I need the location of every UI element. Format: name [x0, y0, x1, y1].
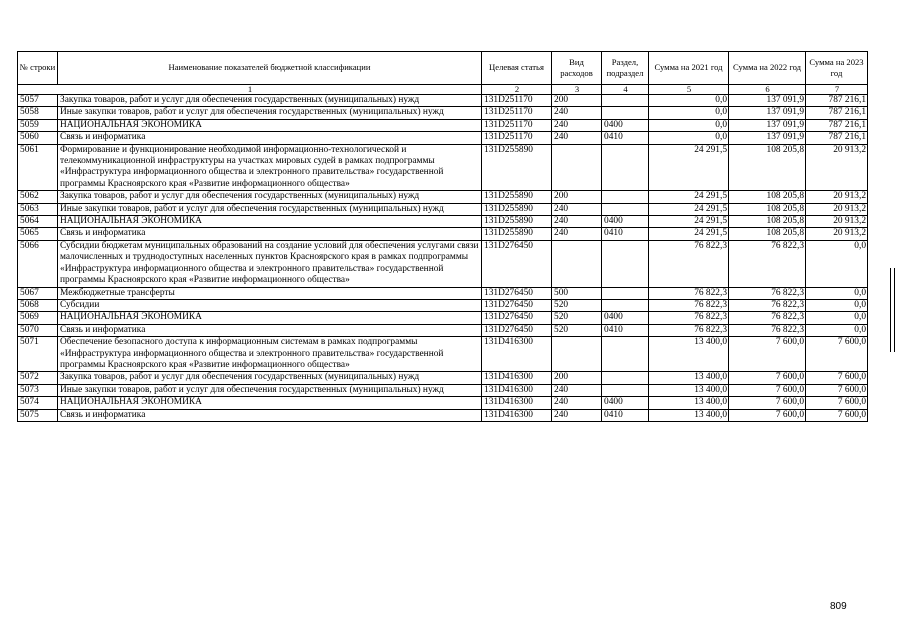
row-name: Иные закупки товаров, работ и услуг для обеспечения государственных (муниципальных) нужд	[58, 203, 482, 215]
column-index-4: 4	[602, 85, 649, 95]
row-sum-2023: 787 216,1	[806, 119, 868, 131]
row-number: 5066	[18, 240, 58, 287]
row-expense-type: 200	[552, 372, 602, 384]
row-expense-type: 500	[552, 287, 602, 299]
row-target-article: 131D255890	[482, 191, 552, 203]
row-number: 5072	[18, 372, 58, 384]
row-expense-type: 520	[552, 299, 602, 311]
row-name: Связь и информатика	[58, 228, 482, 240]
row-name: Субсидии	[58, 299, 482, 311]
column-index-7: 7	[806, 85, 868, 95]
row-section	[602, 203, 649, 215]
row-expense-type: 200	[552, 95, 602, 107]
row-name: Обеспечение безопасного доступа к информационным системам в рамках подпрограммы «Инфраструктура информационного общества и электронного правительства» государственной программы Красноярского края «Развитие информационного общества»	[58, 337, 482, 372]
row-target-article: 131D276450	[482, 312, 552, 324]
row-sum-2021: 76 822,3	[649, 287, 729, 299]
header-sum-2022: Сумма на 2022 год	[729, 52, 806, 85]
row-number: 5063	[18, 203, 58, 215]
row-sum-2022: 7 600,0	[729, 372, 806, 384]
row-sum-2021: 0,0	[649, 119, 729, 131]
row-section: 0400	[602, 119, 649, 131]
table-row	[18, 144, 868, 191]
row-sum-2023: 787 216,1	[806, 107, 868, 119]
table-row	[18, 132, 868, 144]
row-sum-2023: 7 600,0	[806, 409, 868, 421]
row-sum-2023: 7 600,0	[806, 384, 868, 396]
row-expense-type: 240	[552, 384, 602, 396]
row-number: 5060	[18, 132, 58, 144]
row-expense-type: 240	[552, 132, 602, 144]
table-row	[18, 119, 868, 131]
row-number: 5070	[18, 324, 58, 336]
row-section	[602, 95, 649, 107]
row-sum-2021: 0,0	[649, 95, 729, 107]
table-row	[18, 397, 868, 409]
row-name: Межбюджетные трансферты	[58, 287, 482, 299]
row-sum-2023: 787 216,1	[806, 132, 868, 144]
row-expense-type: 240	[552, 397, 602, 409]
column-index-5: 5	[649, 85, 729, 95]
row-sum-2021: 13 400,0	[649, 372, 729, 384]
row-number: 5073	[18, 384, 58, 396]
row-sum-2021: 76 822,3	[649, 324, 729, 336]
row-target-article: 131D251170	[482, 119, 552, 131]
header-sum-2021: Сумма на 2021 год	[649, 52, 729, 85]
row-section: 0410	[602, 132, 649, 144]
row-sum-2021: 24 291,5	[649, 203, 729, 215]
row-number: 5059	[18, 119, 58, 131]
row-target-article: 131D251170	[482, 95, 552, 107]
row-section	[602, 287, 649, 299]
budget-table	[17, 51, 868, 422]
row-target-article: 131D255890	[482, 203, 552, 215]
row-sum-2022: 76 822,3	[729, 312, 806, 324]
row-expense-type: 520	[552, 324, 602, 336]
row-expense-type: 240	[552, 107, 602, 119]
table-row	[18, 107, 868, 119]
margin-mark	[890, 268, 895, 352]
row-section	[602, 372, 649, 384]
row-sum-2022: 108 205,8	[729, 203, 806, 215]
row-sum-2022: 76 822,3	[729, 324, 806, 336]
row-sum-2023: 7 600,0	[806, 397, 868, 409]
row-name: НАЦИОНАЛЬНАЯ ЭКОНОМИКА	[58, 397, 482, 409]
row-sum-2023: 20 913,2	[806, 144, 868, 191]
row-sum-2023: 0,0	[806, 312, 868, 324]
row-expense-type: 240	[552, 203, 602, 215]
row-sum-2021: 76 822,3	[649, 299, 729, 311]
row-name: Связь и информатика	[58, 132, 482, 144]
row-number: 5075	[18, 409, 58, 421]
header-row	[18, 52, 868, 85]
row-section: 0410	[602, 324, 649, 336]
row-sum-2022: 137 091,9	[729, 132, 806, 144]
row-target-article: 131D416300	[482, 409, 552, 421]
table-row	[18, 409, 868, 421]
row-name: Иные закупки товаров, работ и услуг для обеспечения государственных (муниципальных) нужд	[58, 107, 482, 119]
row-name: НАЦИОНАЛЬНАЯ ЭКОНОМИКА	[58, 312, 482, 324]
row-name: НАЦИОНАЛЬНАЯ ЭКОНОМИКА	[58, 119, 482, 131]
row-sum-2023: 0,0	[806, 287, 868, 299]
row-number: 5057	[18, 95, 58, 107]
table-row	[18, 372, 868, 384]
row-section: 0400	[602, 216, 649, 228]
row-target-article: 131D251170	[482, 132, 552, 144]
row-sum-2023: 0,0	[806, 240, 868, 287]
row-expense-type: 520	[552, 312, 602, 324]
table-row	[18, 203, 868, 215]
row-number: 5071	[18, 337, 58, 372]
table-row	[18, 95, 868, 107]
row-number: 5065	[18, 228, 58, 240]
row-sum-2021: 0,0	[649, 132, 729, 144]
row-expense-type: 240	[552, 216, 602, 228]
row-expense-type	[552, 144, 602, 191]
column-index-6: 6	[729, 85, 806, 95]
row-number: 5058	[18, 107, 58, 119]
row-sum-2022: 7 600,0	[729, 397, 806, 409]
row-target-article: 131D416300	[482, 397, 552, 409]
header-sum-2023: Сумма на 2023 год	[806, 52, 868, 85]
row-sum-2022: 137 091,9	[729, 119, 806, 131]
row-section	[602, 384, 649, 396]
row-sum-2022: 7 600,0	[729, 337, 806, 372]
row-sum-2022: 7 600,0	[729, 409, 806, 421]
row-target-article: 131D255890	[482, 228, 552, 240]
row-number: 5074	[18, 397, 58, 409]
row-number: 5062	[18, 191, 58, 203]
table-row	[18, 384, 868, 396]
row-section	[602, 299, 649, 311]
row-sum-2022: 76 822,3	[729, 299, 806, 311]
row-target-article: 131D276450	[482, 240, 552, 287]
column-index-row	[18, 85, 868, 95]
column-index-1: 1	[18, 85, 482, 95]
row-sum-2023: 7 600,0	[806, 337, 868, 372]
row-section	[602, 191, 649, 203]
page-number: 809	[830, 601, 847, 612]
row-expense-type	[552, 240, 602, 287]
row-number: 5069	[18, 312, 58, 324]
row-section	[602, 144, 649, 191]
header-razdel: Раздел, подраздел	[602, 52, 649, 85]
row-target-article: 131D416300	[482, 372, 552, 384]
row-name: Формирование и функционирование необходимой информационно-технологической и телекоммуникационной инфраструктуры на участках мировых судей в рамках подпрограммы «Инфраструктура информационного общества и электронного правительства» государственной программы Красноярского края «Развитие информационного общества»	[58, 144, 482, 191]
table-row	[18, 324, 868, 336]
row-sum-2022: 76 822,3	[729, 287, 806, 299]
row-sum-2022: 108 205,8	[729, 191, 806, 203]
table-row	[18, 216, 868, 228]
row-name: Связь и информатика	[58, 324, 482, 336]
table-row	[18, 287, 868, 299]
row-sum-2023: 787 216,1	[806, 95, 868, 107]
table-row	[18, 240, 868, 287]
row-sum-2021: 13 400,0	[649, 337, 729, 372]
table-body	[18, 95, 868, 422]
row-sum-2022: 108 205,8	[729, 144, 806, 191]
row-target-article: 131D276450	[482, 299, 552, 311]
row-expense-type: 240	[552, 228, 602, 240]
row-sum-2021: 0,0	[649, 107, 729, 119]
row-sum-2022: 7 600,0	[729, 384, 806, 396]
header-vid: Вид расходов	[552, 52, 602, 85]
row-name: Закупка товаров, работ и услуг для обеспечения государственных (муниципальных) нужд	[58, 191, 482, 203]
row-sum-2022: 108 205,8	[729, 216, 806, 228]
row-target-article: 131D416300	[482, 384, 552, 396]
row-section: 0400	[602, 397, 649, 409]
row-sum-2021: 76 822,3	[649, 312, 729, 324]
row-expense-type: 240	[552, 409, 602, 421]
row-target-article: 131D251170	[482, 107, 552, 119]
row-sum-2022: 137 091,9	[729, 95, 806, 107]
row-sum-2021: 76 822,3	[649, 240, 729, 287]
row-sum-2021: 24 291,5	[649, 191, 729, 203]
row-sum-2021: 24 291,5	[649, 144, 729, 191]
row-sum-2022: 137 091,9	[729, 107, 806, 119]
row-sum-2021: 13 400,0	[649, 397, 729, 409]
row-expense-type	[552, 337, 602, 372]
row-sum-2023: 0,0	[806, 324, 868, 336]
row-name: Иные закупки товаров, работ и услуг для обеспечения государственных (муниципальных) нужд	[58, 384, 482, 396]
row-section: 0410	[602, 409, 649, 421]
row-name: Субсидии бюджетам муниципальных образований на создание условий для обеспечения услугами связи малочисленных и труднодоступных населенных пунктов Красноярского края в рамках подпрограммы «Инфраструктура информационного общества и электронного правительства» государственной программы Красноярского края «Развитие информационного общества»	[58, 240, 482, 287]
row-sum-2023: 0,0	[806, 299, 868, 311]
row-number: 5061	[18, 144, 58, 191]
row-name: НАЦИОНАЛЬНАЯ ЭКОНОМИКА	[58, 216, 482, 228]
row-sum-2023: 20 913,2	[806, 203, 868, 215]
row-target-article: 131D255890	[482, 144, 552, 191]
header-name: Наименование показателей бюджетной классификации	[58, 52, 482, 85]
row-sum-2022: 108 205,8	[729, 228, 806, 240]
row-expense-type: 240	[552, 119, 602, 131]
row-name: Закупка товаров, работ и услуг для обеспечения государственных (муниципальных) нужд	[58, 372, 482, 384]
row-sum-2023: 20 913,2	[806, 216, 868, 228]
row-target-article: 131D416300	[482, 337, 552, 372]
row-sum-2021: 24 291,5	[649, 228, 729, 240]
row-target-article: 131D276450	[482, 324, 552, 336]
row-sum-2021: 13 400,0	[649, 384, 729, 396]
column-index-3: 3	[552, 85, 602, 95]
row-section: 0400	[602, 312, 649, 324]
row-expense-type: 200	[552, 191, 602, 203]
row-number: 5064	[18, 216, 58, 228]
table-row	[18, 228, 868, 240]
row-name: Закупка товаров, работ и услуг для обеспечения государственных (муниципальных) нужд	[58, 95, 482, 107]
row-sum-2023: 20 913,2	[806, 191, 868, 203]
header-num: № строки	[18, 52, 58, 85]
table-row	[18, 337, 868, 372]
row-section	[602, 240, 649, 287]
row-section: 0410	[602, 228, 649, 240]
header-code: Целевая статья	[482, 52, 552, 85]
column-index-2: 2	[482, 85, 552, 95]
row-sum-2021: 13 400,0	[649, 409, 729, 421]
row-sum-2021: 24 291,5	[649, 216, 729, 228]
row-target-article: 131D276450	[482, 287, 552, 299]
table-row	[18, 191, 868, 203]
table-row	[18, 312, 868, 324]
table-row	[18, 299, 868, 311]
row-number: 5067	[18, 287, 58, 299]
row-sum-2023: 20 913,2	[806, 228, 868, 240]
row-number: 5068	[18, 299, 58, 311]
row-name: Связь и информатика	[58, 409, 482, 421]
row-sum-2023: 7 600,0	[806, 372, 868, 384]
row-section	[602, 337, 649, 372]
row-target-article: 131D255890	[482, 216, 552, 228]
row-sum-2022: 76 822,3	[729, 240, 806, 287]
row-section	[602, 107, 649, 119]
